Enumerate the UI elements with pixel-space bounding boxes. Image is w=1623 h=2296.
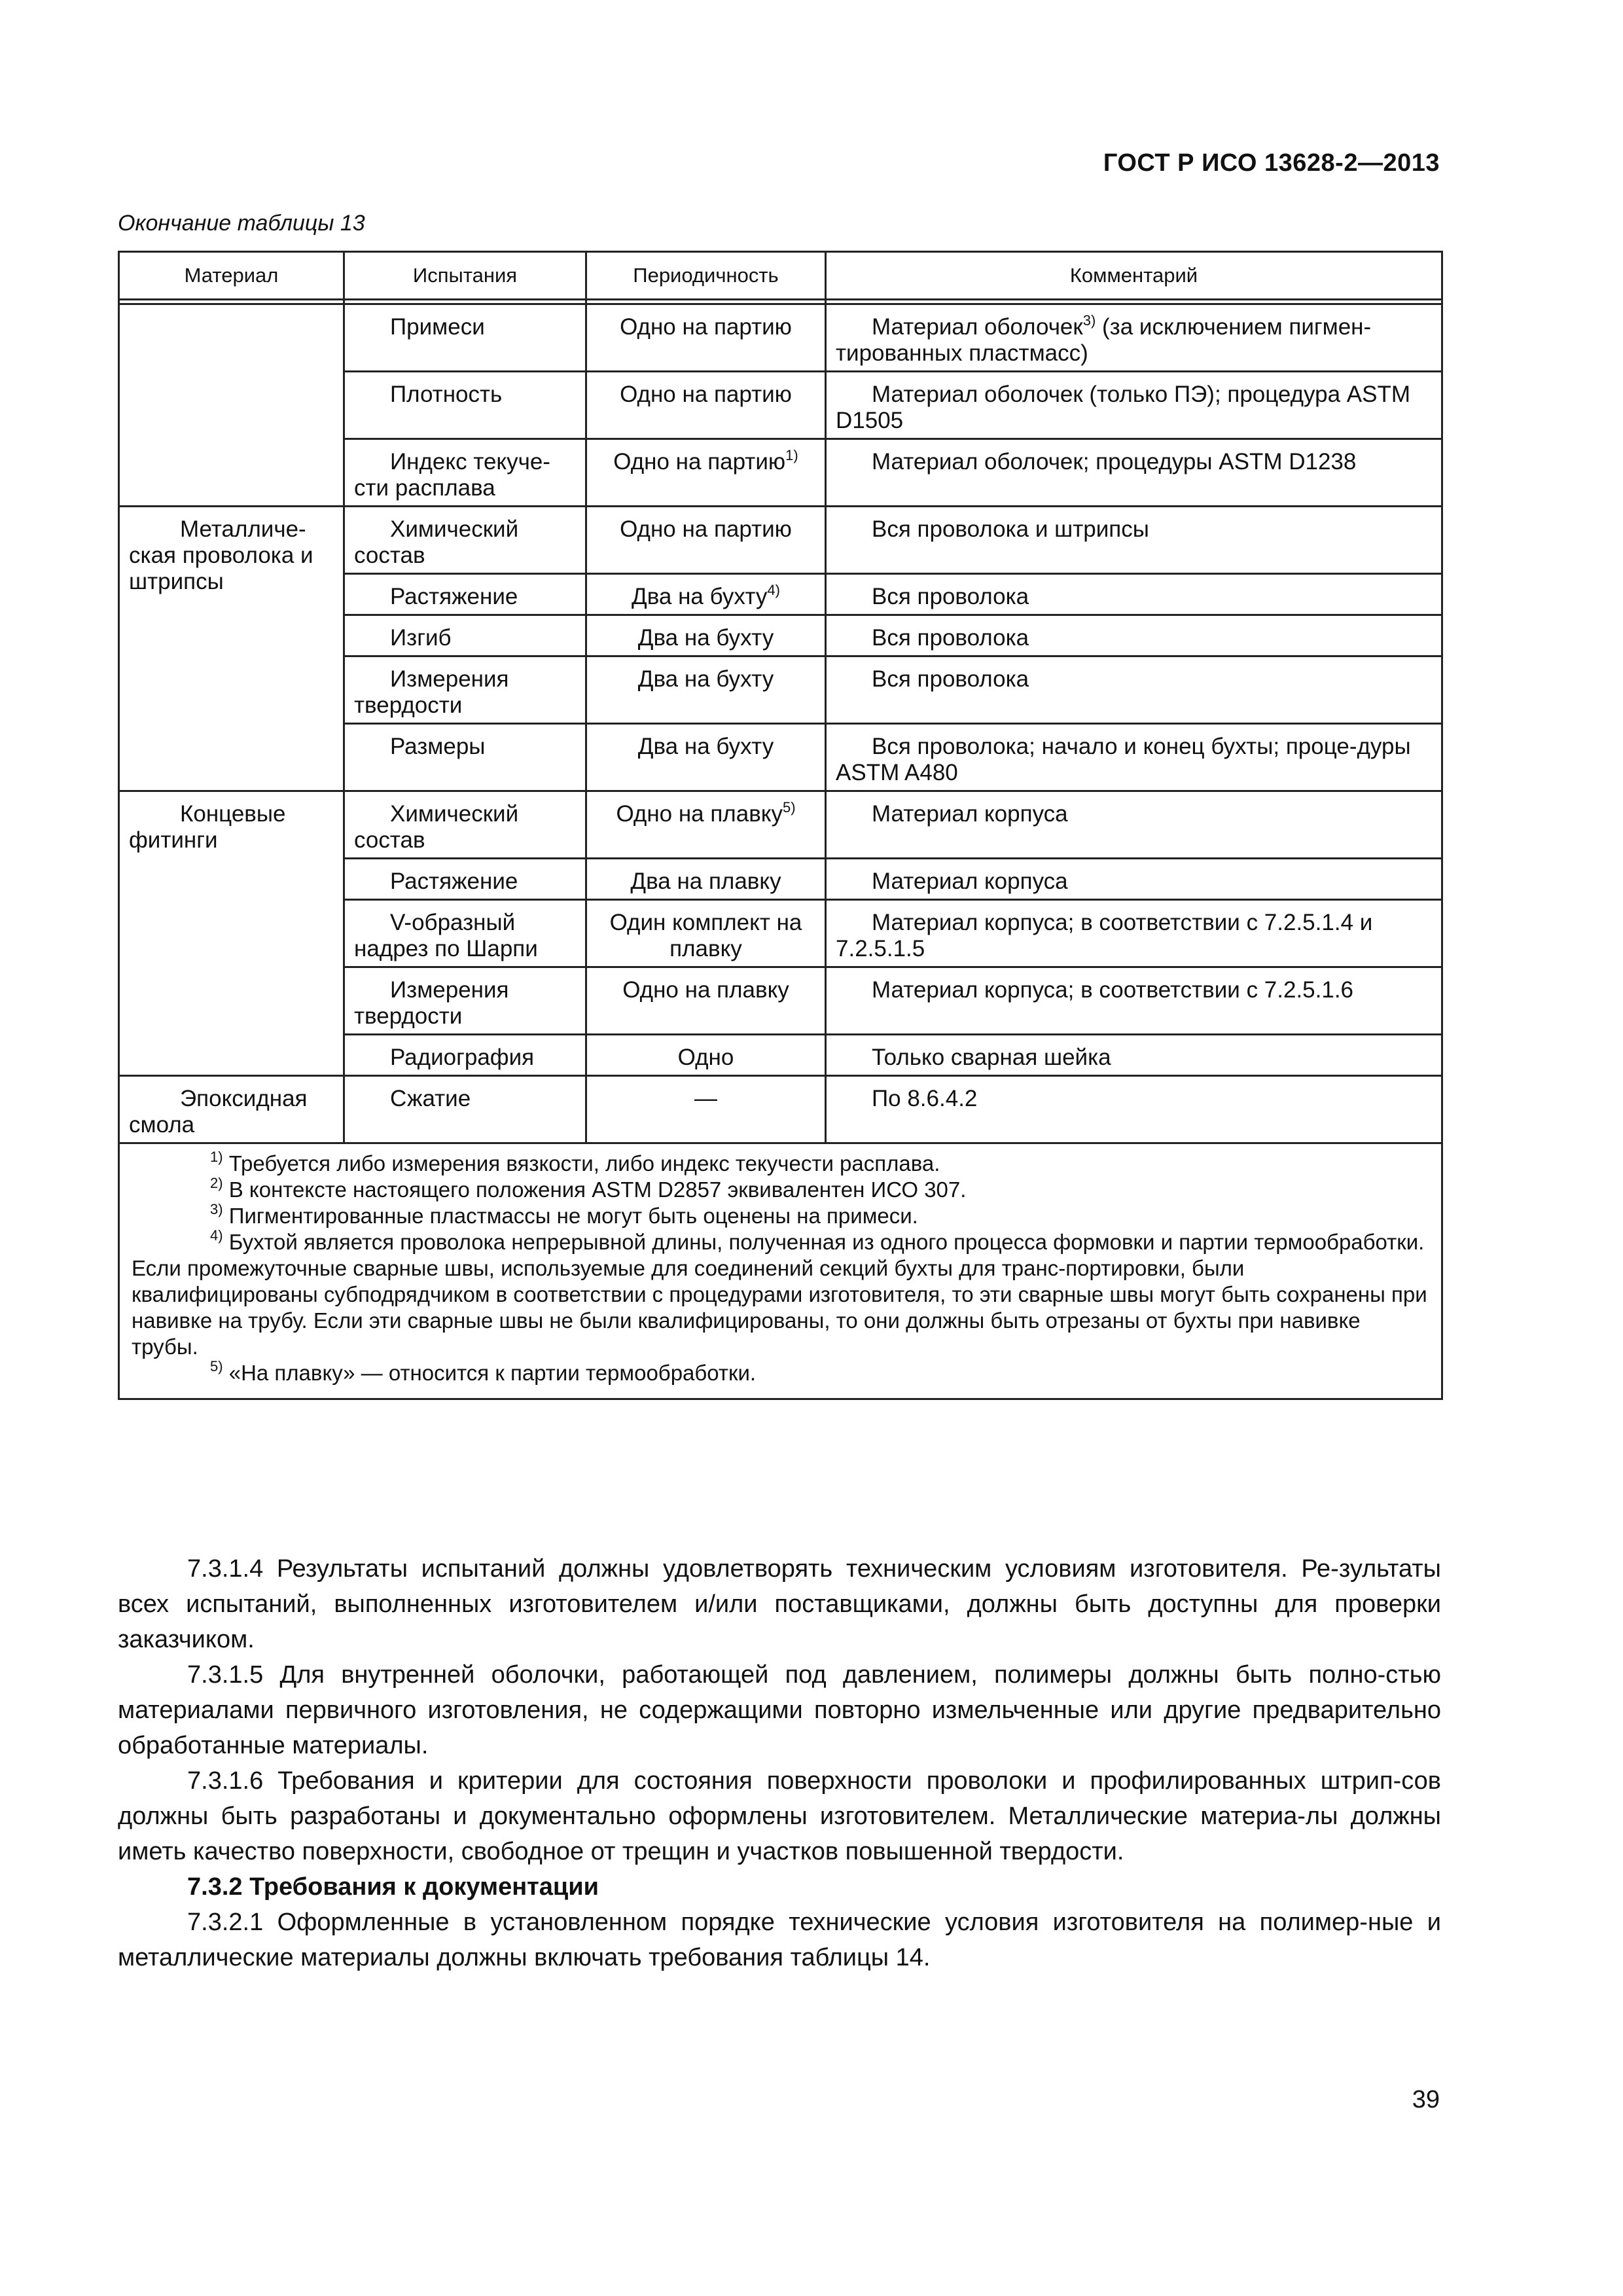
- test-cell: V-образный надрез по Шарпи: [344, 900, 586, 967]
- footnote-mark: 4): [210, 1227, 223, 1244]
- frequency-text: Одно на партию: [613, 449, 786, 475]
- frequency-cell: Одно на плавку: [586, 967, 826, 1035]
- comment-cell: Только сварная шейка: [826, 1035, 1442, 1076]
- footnote-text: В контексте настоящего положения ASTM D2857 эквивалентен ИСО 307.: [223, 1177, 967, 1202]
- test-cell: Индекс текуче-сти расплава: [344, 439, 586, 507]
- paragraph-7-3-1-5: 7.3.1.5 Для внутренней оболочки, работающей под давлением, полимеры должны быть полно-стью материалами первичного изготовления, не содержащими повторно измельченные или другие предварительно обработанные материалы.: [118, 1661, 1441, 1759]
- frequency-cell: Два на бухту: [586, 656, 826, 724]
- footnote-mark: 2): [210, 1175, 223, 1191]
- test-cell: Химический состав: [344, 791, 586, 859]
- section-heading-7-3-2: 7.3.2 Требования к документации: [187, 1873, 599, 1901]
- body-text: [118, 1551, 1441, 1975]
- frequency-cell: [586, 439, 826, 507]
- table-row: [119, 791, 1442, 859]
- footnote: [132, 1151, 1429, 1177]
- column-header: Комментарий: [826, 252, 1442, 300]
- footnote: [132, 1229, 1429, 1360]
- column-header: Испытания: [344, 252, 586, 300]
- frequency-cell: Два на плавку: [586, 859, 826, 900]
- footnote: [132, 1360, 1429, 1386]
- test-cell: Сжатие: [344, 1076, 586, 1143]
- footnote-text: Пигментированные пластмассы не могут быть оценены на примеси.: [223, 1204, 918, 1228]
- frequency-text: Одно на плавку: [616, 801, 783, 827]
- frequency-cell: Одно: [586, 1035, 826, 1076]
- test-cell: Изгиб: [344, 615, 586, 656]
- paragraph-7-3-2-1: 7.3.2.1 Оформленные в установленном порядке технические условия изготовителя на полимер-ные и металлические материалы должны включать требования таблицы 14.: [118, 1909, 1441, 1971]
- test-cell: Примеси: [344, 304, 586, 372]
- footnote-ref: 1): [785, 447, 798, 463]
- material-cell: [119, 304, 344, 507]
- frequency-cell: Два на бухту: [586, 615, 826, 656]
- comment-cell: Вся проволока: [826, 656, 1442, 724]
- footnote: [132, 1177, 1429, 1203]
- standard-code: ГОСТ Р ИСО 13628-2—2013: [1103, 149, 1440, 177]
- footnotes-cell: [119, 1143, 1442, 1399]
- comment-cell: Материал корпуса: [826, 791, 1442, 859]
- paragraph-7-3-1-4: 7.3.1.4 Результаты испытаний должны удовлетворять техническим условиям изготовителя. Ре-зультаты всех испытаний, выполненных изготовителем и/или поставщиками, должны быть доступны для проверки заказчиком.: [118, 1555, 1441, 1653]
- material-cell: Концевые фитинги: [119, 791, 344, 1076]
- page-number: 39: [1412, 2086, 1440, 2113]
- test-cell: Измерения твердости: [344, 967, 586, 1035]
- comment-cell: Вся проволока: [826, 615, 1442, 656]
- comment-cell: Материал оболочек (только ПЭ); процедура ASTM D1505: [826, 372, 1442, 439]
- table-row: [119, 507, 1442, 574]
- frequency-cell: [586, 574, 826, 615]
- test-cell: Плотность: [344, 372, 586, 439]
- comment-cell: [826, 304, 1442, 372]
- test-cell: Измерения твердости: [344, 656, 586, 724]
- table-header-row: [119, 252, 1442, 300]
- comment-cell: Материал корпуса; в соответствии с 7.2.5.1.6: [826, 967, 1442, 1035]
- frequency-cell: Два на бухту: [586, 724, 826, 791]
- comment-text: Материал оболочек: [872, 314, 1083, 340]
- comment-text: (за исключением пигмен-тированных пластмасс): [836, 314, 1372, 366]
- materials-test-table: [118, 251, 1443, 1400]
- material-cell: Эпоксидная смола: [119, 1076, 344, 1143]
- frequency-cell: Одно на партию: [586, 304, 826, 372]
- footnote-text: «На плавку» — относится к партии термообработки.: [223, 1361, 757, 1385]
- comment-cell: Материал корпуса; в соответствии с 7.2.5.1.4 и 7.2.5.1.5: [826, 900, 1442, 967]
- footnote-mark: 1): [210, 1149, 223, 1165]
- comment-cell: Материал корпуса: [826, 859, 1442, 900]
- footnote-ref: 4): [767, 582, 780, 598]
- test-cell: Растяжение: [344, 859, 586, 900]
- material-cell: Металличе-ская проволока и штрипсы: [119, 507, 344, 791]
- frequency-cell: Одно на партию: [586, 372, 826, 439]
- frequency-cell: —: [586, 1076, 826, 1143]
- frequency-cell: Один комплект на плавку: [586, 900, 826, 967]
- column-header: Материал: [119, 252, 344, 300]
- frequency-cell: [586, 791, 826, 859]
- footnotes-row: [119, 1143, 1442, 1399]
- footnote-mark: 5): [210, 1358, 223, 1374]
- table-row: [119, 304, 1442, 372]
- comment-cell: Материал оболочек; процедуры ASTM D1238: [826, 439, 1442, 507]
- table-row: [119, 1076, 1442, 1143]
- footnote: [132, 1203, 1429, 1229]
- column-header: Периодичность: [586, 252, 826, 300]
- header-separator: [119, 300, 1442, 304]
- frequency-cell: Одно на партию: [586, 507, 826, 574]
- footnote-mark: 3): [210, 1201, 223, 1217]
- test-cell: Растяжение: [344, 574, 586, 615]
- frequency-text: Два на бухту: [632, 584, 768, 609]
- comment-cell: Вся проволока; начало и конец бухты; проце-дуры ASTM A480: [826, 724, 1442, 791]
- test-cell: Химический состав: [344, 507, 586, 574]
- test-cell: Радиография: [344, 1035, 586, 1076]
- footnote-text: Требуется либо измерения вязкости, либо индекс текучести расплава.: [223, 1151, 940, 1175]
- test-cell: Размеры: [344, 724, 586, 791]
- table-caption: Окончание таблицы 13: [118, 211, 365, 236]
- footnote-text: Бухтой является проволока непрерывной длины, полученная из одного процесса формовки и партии термообработки. Если промежуточные сварные швы, используемые для соединений секций бухты для транс-портировки, были квалифицированы субподрядчиком в соответствии с процедурами изготовителя, то эти сварные швы могут быть сохранены при навивке на трубу. Если эти сварные швы не были квалифицированы, то они должны быть отрезаны от бухты при навивке трубы.: [132, 1230, 1427, 1359]
- comment-cell: По 8.6.4.2: [826, 1076, 1442, 1143]
- comment-cell: Вся проволока и штрипсы: [826, 507, 1442, 574]
- footnote-ref: 5): [783, 799, 796, 816]
- comment-cell: Вся проволока: [826, 574, 1442, 615]
- paragraph-7-3-1-6: 7.3.1.6 Требования и критерии для состояния поверхности проволоки и профилированных штрип-сов должны быть разработаны и документально оформлены изготовителем. Металлические материа-лы должны иметь качество поверхности, свободное от трещин и участков повышенной твердости.: [118, 1767, 1441, 1865]
- footnote-ref: 3): [1082, 312, 1096, 329]
